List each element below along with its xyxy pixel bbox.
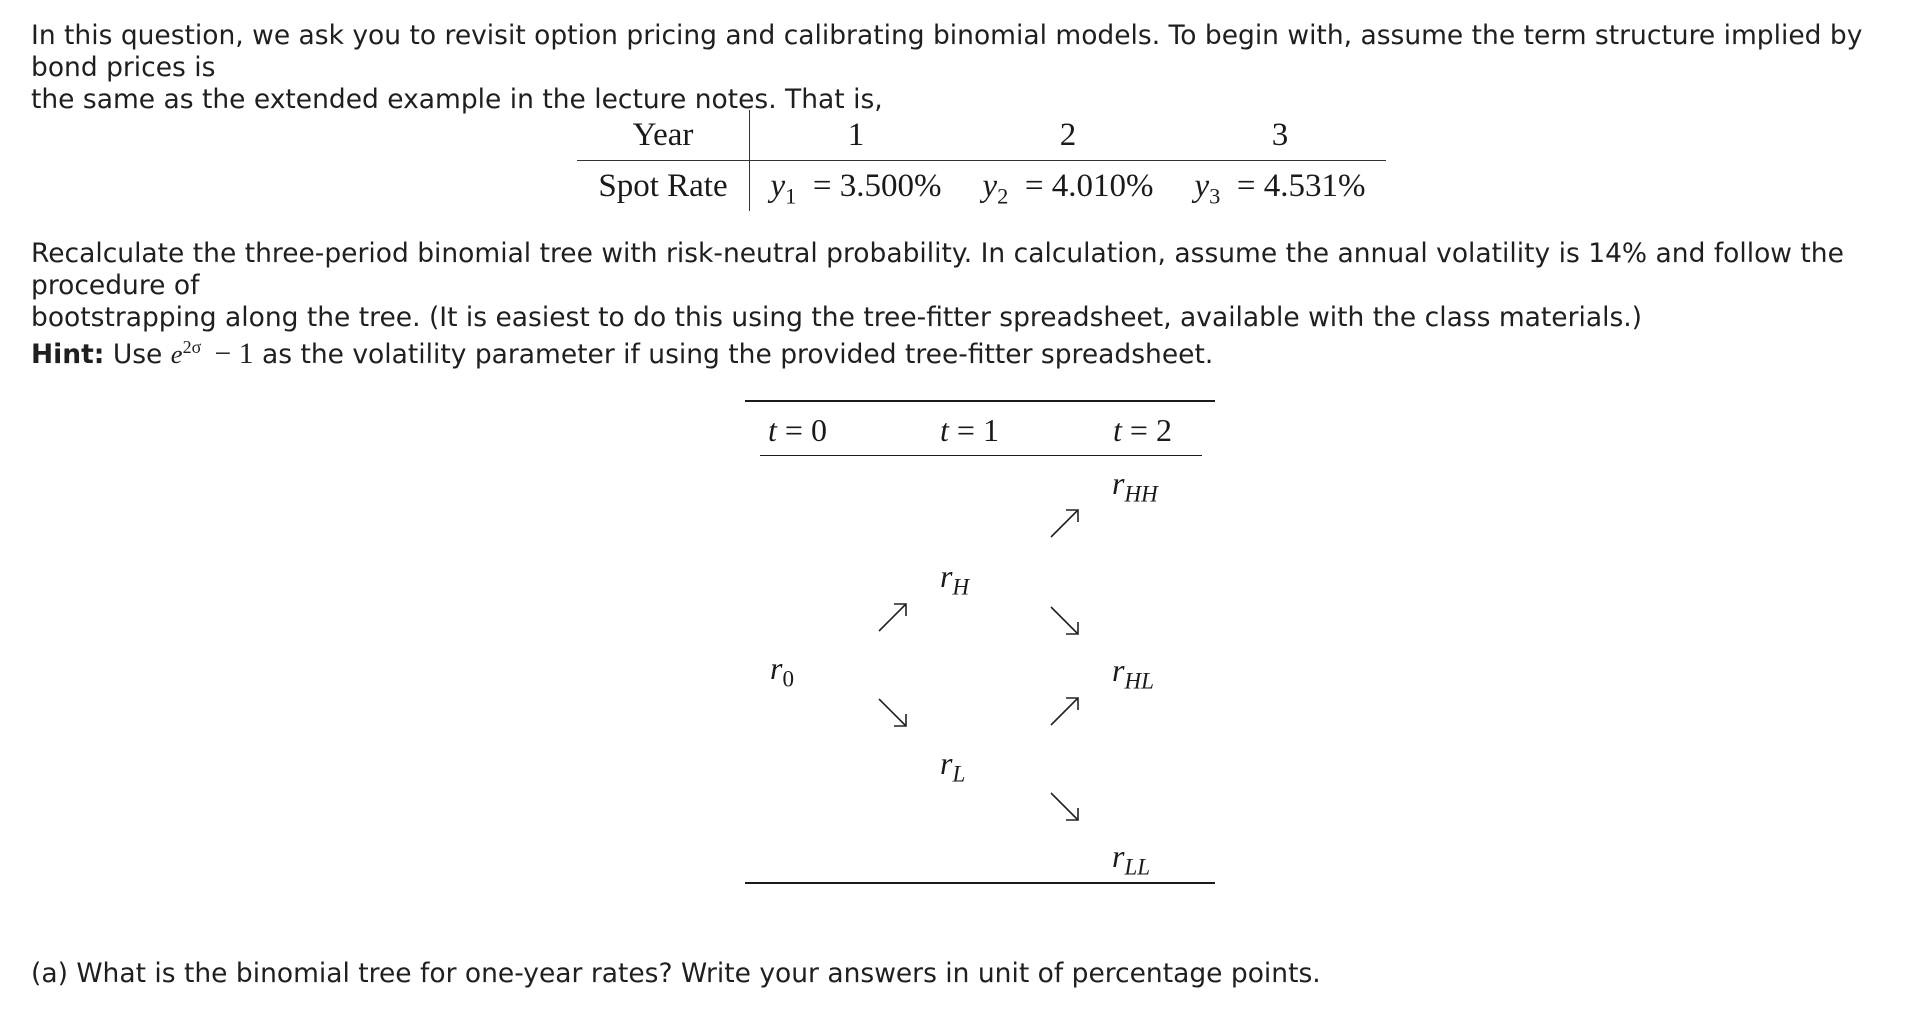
- intro-line-1: In this question, we ask you to revisit option pricing and calibrating binomial models. To begin with, assume the term structure implied by bond prices is: [31, 20, 1863, 83]
- year-2: 2: [962, 110, 1174, 161]
- hint-label: Hint:: [31, 339, 105, 370]
- hint-paragraph: [31, 338, 1901, 371]
- arrow-down-right-icon: [876, 696, 910, 730]
- question-a: (a) What is the binomial tree for one-year rates? Write your answers in unit of percentage points.: [31, 958, 1321, 989]
- intro-paragraph: [31, 20, 1901, 116]
- spot-rate-table: [577, 110, 1386, 211]
- hint-before: Use: [112, 339, 163, 370]
- yield-2: $y_2 = 4.010\%$: [982, 167, 1154, 209]
- tree-header-rule: [760, 455, 1202, 456]
- node-rH: $r_H$: [940, 558, 970, 600]
- hint-formula: $e^{2\sigma} - 1$: [170, 337, 254, 370]
- tree-bottom-rule: [745, 882, 1215, 884]
- node-rLL: $r_{LL}$: [1112, 838, 1151, 880]
- year-3: 3: [1174, 110, 1386, 161]
- arrow-down-right-icon: [1048, 604, 1082, 638]
- year-label: Year: [577, 110, 750, 161]
- yield-3: $y_3 = 4.531\%$: [1194, 167, 1366, 209]
- instructions-line-1: Recalculate the three-period binomial tree with risk-neutral probability. In calculation, assume the annual volatility is 14% and follow the procedure of: [31, 238, 1844, 301]
- spot-rate-label: Spot Rate: [577, 161, 750, 212]
- arrow-down-right-icon: [1048, 790, 1082, 824]
- arrow-up-right-icon: [876, 600, 910, 634]
- spot-table-rate-row: [577, 161, 1386, 212]
- node-rHL: $r_{HL}$: [1112, 652, 1154, 694]
- arrow-up-right-icon: [1048, 506, 1082, 540]
- intro-line-2: the same as the extended example in the lecture notes. That is,: [31, 84, 883, 115]
- yield-1: $y_1 = 3.500\%$: [770, 167, 942, 209]
- arrow-up-right-icon: [1048, 694, 1082, 728]
- spot-table-year-row: [577, 110, 1386, 161]
- tree-top-rule: [745, 400, 1215, 402]
- tree-header-t2: t = 2: [1113, 412, 1172, 448]
- instructions-line-2: bootstrapping along the tree. (It is easiest to do this using the tree-fitter spreadsheet, available with the class materials.): [31, 302, 1643, 333]
- instructions-paragraph: [31, 238, 1901, 334]
- node-r0: $r_0$: [770, 650, 794, 692]
- tree-header-t0: t = 0: [768, 412, 827, 448]
- year-1: 1: [750, 110, 963, 161]
- node-rL: $r_L$: [940, 745, 966, 787]
- tree-header-t1: t = 1: [940, 412, 999, 448]
- hint-after: as the volatility parameter if using the provided tree-fitter spreadsheet.: [261, 339, 1214, 370]
- node-rHH: $r_{HH}$: [1112, 465, 1158, 507]
